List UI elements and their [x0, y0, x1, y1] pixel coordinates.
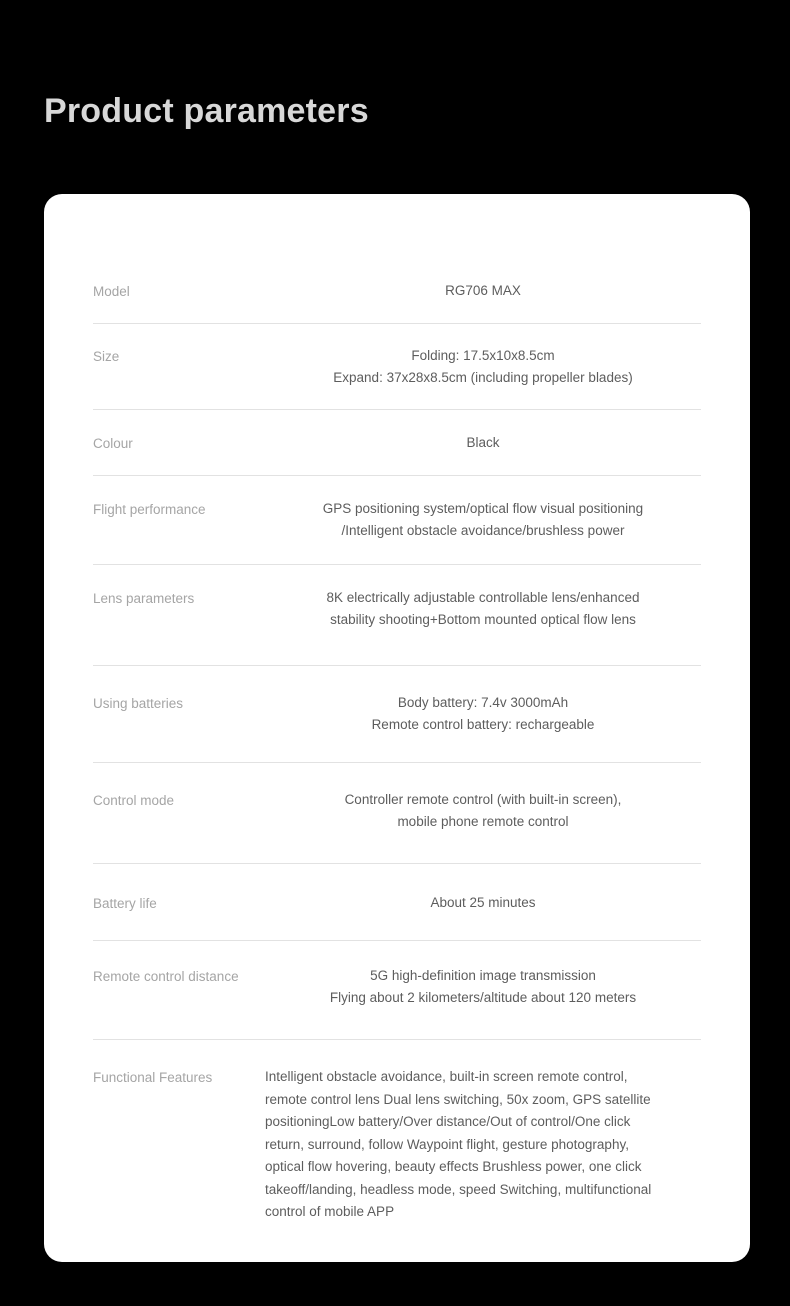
value-line: mobile phone remote control: [397, 814, 569, 829]
row-value: [265, 789, 701, 833]
table-row: [93, 941, 701, 1040]
row-value: [265, 1066, 701, 1224]
value-line: Black: [466, 435, 500, 450]
value-line: About 25 minutes: [430, 895, 536, 910]
value-line: Folding: 17.5x10x8.5cm: [411, 348, 555, 363]
row-label: Lens parameters: [93, 591, 195, 606]
table-row: [93, 666, 701, 763]
row-label: Colour: [93, 436, 133, 451]
row-value: [265, 432, 701, 454]
row-value: [265, 587, 701, 631]
table-row: [93, 1040, 701, 1246]
row-value: [265, 892, 701, 914]
row-label: Flight performance: [93, 502, 206, 517]
value-line: 8K electrically adjustable controllable lens/enhanced: [326, 590, 640, 605]
table-row: [93, 476, 701, 565]
row-value: [265, 692, 701, 736]
value-line: /Intelligent obstacle avoidance/brushless power: [341, 523, 625, 538]
row-value: [265, 965, 701, 1009]
page-title: Product parameters: [44, 92, 369, 130]
row-label: Functional Features: [93, 1070, 213, 1085]
row-label: Control mode: [93, 793, 175, 808]
value-line: RG706 MAX: [445, 283, 521, 298]
row-label: Remote control distance: [93, 969, 239, 984]
value-line: Expand: 37x28x8.5cm (including propeller blades): [333, 370, 633, 385]
row-value: [265, 280, 701, 302]
row-label: Using batteries: [93, 696, 184, 711]
row-label: Battery life: [93, 896, 157, 911]
value-line: Flying about 2 kilometers/altitude about 120 meters: [329, 990, 637, 1005]
value-line: remote control lens Dual lens switching, 50x zoom, GPS satellite: [265, 1091, 651, 1107]
table-row: [93, 410, 701, 476]
value-line: Body battery: 7.4v 3000mAh: [397, 695, 569, 710]
row-value: [265, 498, 701, 542]
table-row: [93, 258, 701, 324]
table-row: [93, 864, 701, 941]
value-line: optical flow hovering, beauty effects Brushless power, one click: [265, 1159, 642, 1174]
value-line: 5G high-definition image transmission: [370, 968, 596, 983]
value-line: positioningLow battery/Over distance/Out of control/One click: [265, 1114, 631, 1129]
value-line: Remote control battery: rechargeable: [371, 717, 595, 732]
row-label: Size: [93, 349, 120, 364]
value-line: takeoff/landing, headless mode, speed Switching, multifunctional: [265, 1181, 652, 1197]
table-row: [93, 324, 701, 410]
spec-card: [44, 194, 750, 1262]
value-line: GPS positioning system/optical flow visual positioning: [322, 501, 644, 516]
value-line: Intelligent obstacle avoidance, built-in screen remote control,: [265, 1069, 628, 1084]
row-label: Model: [93, 284, 130, 299]
table-row: [93, 565, 701, 666]
spec-table: [93, 258, 701, 1246]
row-value: [265, 345, 701, 389]
value-line: Controller remote control (with built-in screen),: [344, 792, 622, 807]
table-row: [93, 763, 701, 864]
value-line: stability shooting+Bottom mounted optical flow lens: [330, 612, 636, 627]
value-line: control of mobile APP: [265, 1204, 395, 1219]
value-line: return, surround, follow Waypoint flight, gesture photography,: [265, 1136, 629, 1152]
